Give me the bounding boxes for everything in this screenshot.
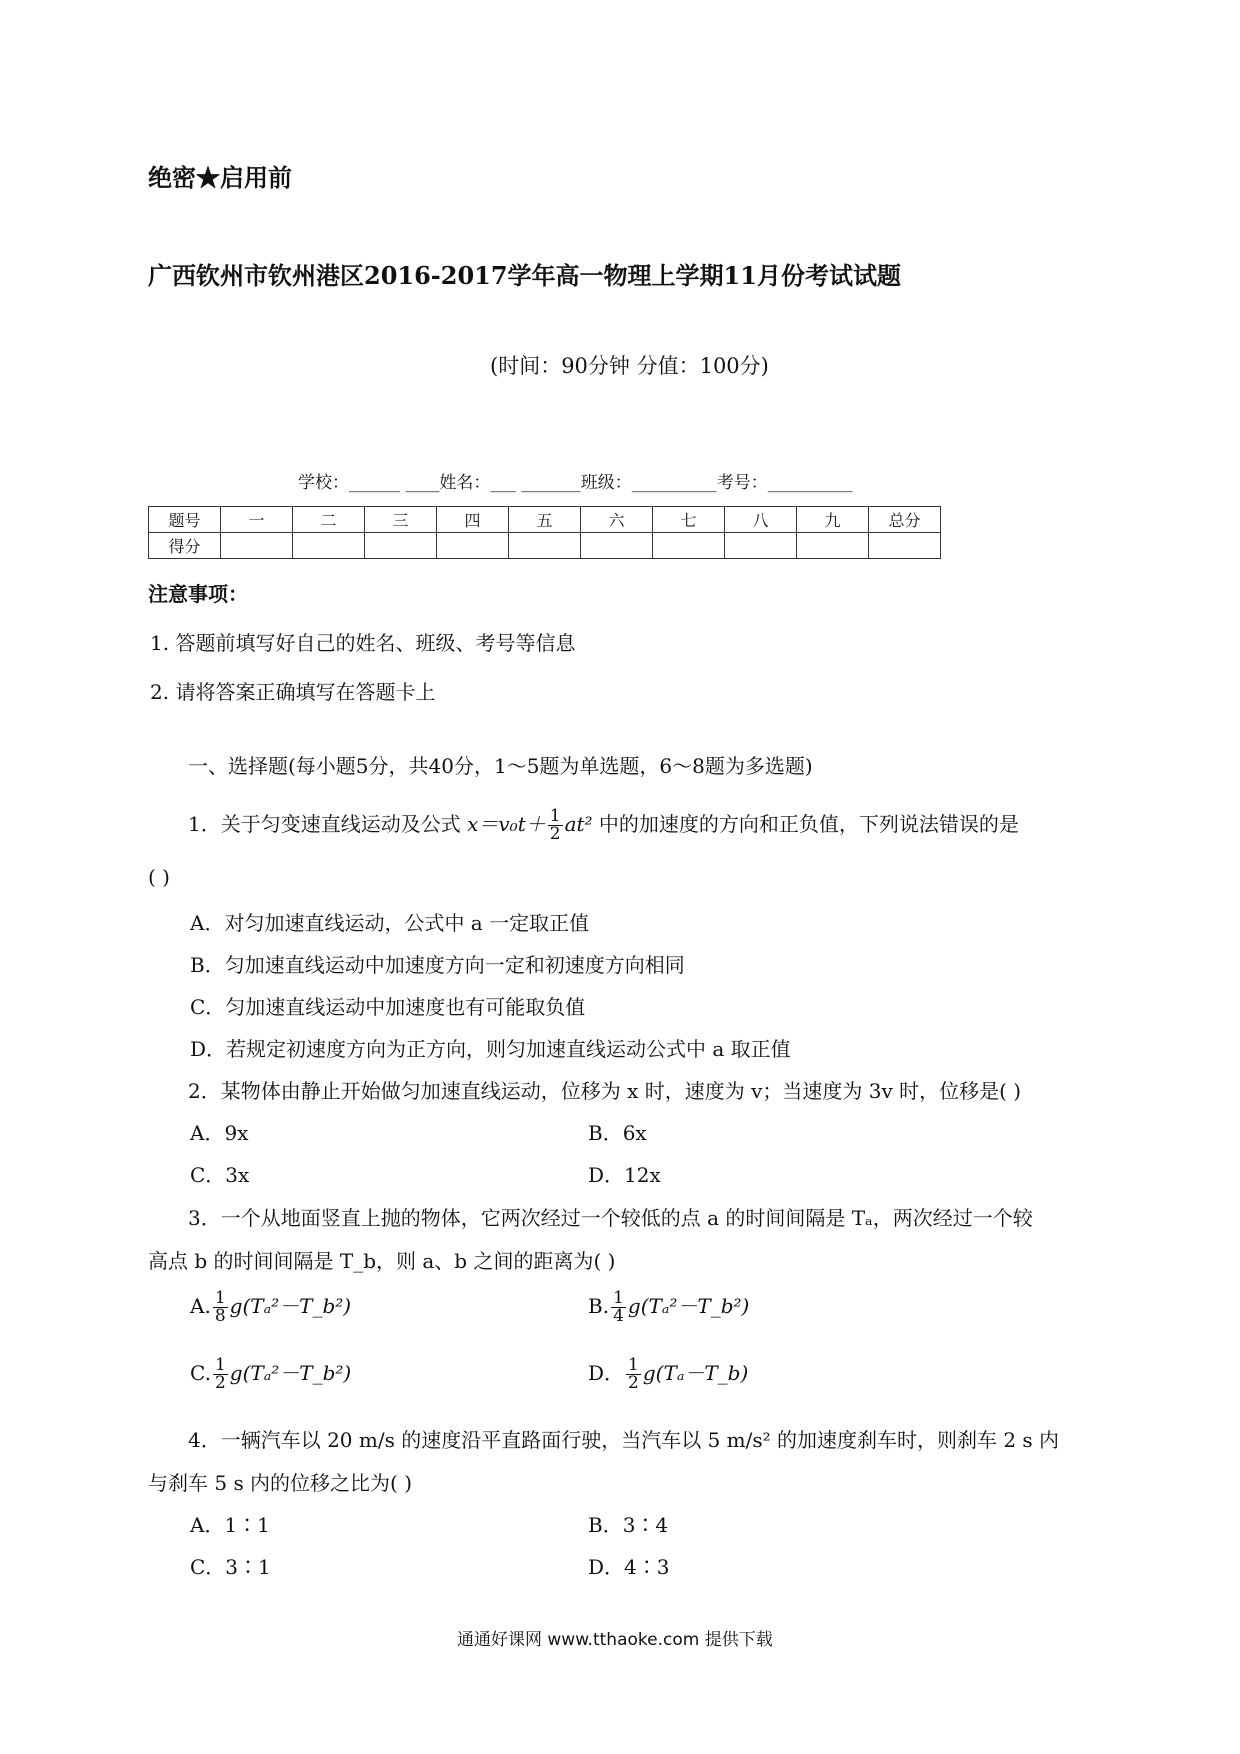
fraction-denominator: 2 <box>214 1373 226 1393</box>
option-a: A．对匀加速直线运动，公式中 a 一定取正值 <box>190 911 590 935</box>
table-cell: 二 <box>293 507 365 533</box>
table-cell: 九 <box>797 507 869 533</box>
page-footer: 通通好课网 www.tthaoke.com 提供下载 <box>457 1630 773 1650</box>
formula-part: g(Tₐ²－T_b²) <box>229 1294 352 1318</box>
table-cell <box>293 533 365 559</box>
option-c: C．3x <box>190 1163 250 1187</box>
table-cell <box>437 533 509 559</box>
table-cell <box>509 533 581 559</box>
notice-item: 1. 答题前填写好自己的姓名、班级、考号等信息 <box>150 631 576 655</box>
table-cell <box>653 533 725 559</box>
fraction-numerator: 1 <box>214 1355 226 1375</box>
option-b: B．匀加速直线运动中加速度方向一定和初速度方向相同 <box>190 953 685 977</box>
formula-part: x＝v₀t＋ <box>467 812 546 836</box>
exam-title: 广西钦州市钦州港区2016-2017学年高一物理上学期11月份考试试题 <box>148 261 901 290</box>
option-d: D．若规定初速度方向为正方向，则匀加速直线运动公式中 a 取正值 <box>190 1037 791 1061</box>
fraction-denominator: 8 <box>214 1306 226 1326</box>
question-3-stem: 3．一个从地面竖直上抛的物体，它两次经过一个较低的点 a 的时间间隔是 Tₐ，两次经过一个较 <box>188 1206 1033 1230</box>
question-2-stem: 2．某物体由静止开始做匀加速直线运动，位移为 x 时，速度为 v；当速度为 3v 时，位移是( ) <box>188 1079 1022 1103</box>
table-cell <box>365 533 437 559</box>
fraction-denominator: 2 <box>549 824 561 844</box>
formula-part: g(Tₐ－T_b) <box>642 1361 749 1385</box>
table-cell <box>725 533 797 559</box>
option-c: C．3∶1 <box>190 1555 271 1579</box>
answer-paren: ( ) <box>148 865 170 889</box>
notice-item: 2. 请将答案正确填写在答题卡上 <box>150 680 436 704</box>
fraction <box>626 1357 641 1392</box>
option-label: C. <box>190 1361 211 1385</box>
question-3-stem-cont: 高点 b 的时间间隔是 T_b，则 a、b 之间的距离为( ) <box>148 1249 616 1273</box>
option-label: B. <box>588 1294 610 1318</box>
student-info-line: 学校：______ ____姓名：___ _______班级：__________考号：__________ <box>298 473 853 493</box>
score-table <box>148 506 941 559</box>
table-cell: 七 <box>653 507 725 533</box>
option-b: B．6x <box>588 1121 647 1145</box>
formula-part: at² <box>564 812 593 836</box>
question-1-stem <box>188 808 1019 843</box>
option-d: D．4∶3 <box>588 1555 670 1579</box>
table-cell: 三 <box>365 507 437 533</box>
fraction-denominator: 2 <box>628 1373 639 1393</box>
fraction <box>611 1290 626 1325</box>
fraction <box>213 1357 228 1392</box>
question-4-stem-cont: 与刹车 5 s 内的位移之比为( ) <box>148 1471 413 1495</box>
score-table-header-row <box>149 507 941 533</box>
table-cell: 六 <box>581 507 653 533</box>
table-cell: 八 <box>725 507 797 533</box>
fraction <box>213 1290 228 1325</box>
option-c <box>190 1357 351 1392</box>
table-cell <box>797 533 869 559</box>
table-cell: 四 <box>437 507 509 533</box>
option-label: A. <box>190 1294 211 1318</box>
fraction-numerator: 1 <box>613 1288 624 1308</box>
fraction-numerator: 1 <box>628 1355 639 1375</box>
table-cell: 题号 <box>149 507 221 533</box>
time-score-info: (时间：90分钟 分值：100分) <box>490 354 769 378</box>
question-text: 1．关于匀变速直线运动及公式 <box>188 812 461 836</box>
table-cell <box>221 533 293 559</box>
question-4-stem: 4．一辆汽车以 20 m/s 的速度沿平直路面行驶，当汽车以 5 m/s² 的加速度刹车时，则刹车 2 s 内 <box>188 1428 1060 1452</box>
option-d: D．12x <box>588 1163 661 1187</box>
option-d <box>588 1357 748 1392</box>
section-heading: 一、选择题(每小题5分，共40分，1～5题为单选题，6～8题为多选题) <box>188 754 813 778</box>
table-cell: 五 <box>509 507 581 533</box>
table-cell <box>869 533 941 559</box>
fraction-numerator: 1 <box>549 806 561 826</box>
option-a: A．9x <box>190 1121 249 1145</box>
secret-label: 绝密★启用前 <box>148 163 292 192</box>
fraction-denominator: 4 <box>613 1306 624 1326</box>
option-a: A．1∶1 <box>190 1513 270 1537</box>
table-cell <box>581 533 653 559</box>
formula-part: g(Tₐ²－T_b²) <box>627 1294 750 1318</box>
fraction-numerator: 1 <box>214 1288 226 1308</box>
option-c: C．匀加速直线运动中加速度也有可能取负值 <box>190 995 586 1019</box>
table-cell: 一 <box>221 507 293 533</box>
table-cell: 得分 <box>149 533 221 559</box>
formula <box>467 806 599 844</box>
option-label: D． <box>588 1361 625 1385</box>
table-cell: 总分 <box>869 507 941 533</box>
fraction <box>548 808 563 843</box>
formula-part: g(Tₐ²－T_b²) <box>229 1361 352 1385</box>
score-table-score-row <box>149 533 941 559</box>
option-b: B．3∶4 <box>588 1513 669 1537</box>
option-a <box>190 1290 351 1325</box>
notice-title: 注意事项： <box>148 582 248 606</box>
question-text: 中的加速度的方向和正负值，下列说法错误的是 <box>598 812 1019 836</box>
option-b <box>588 1290 749 1325</box>
